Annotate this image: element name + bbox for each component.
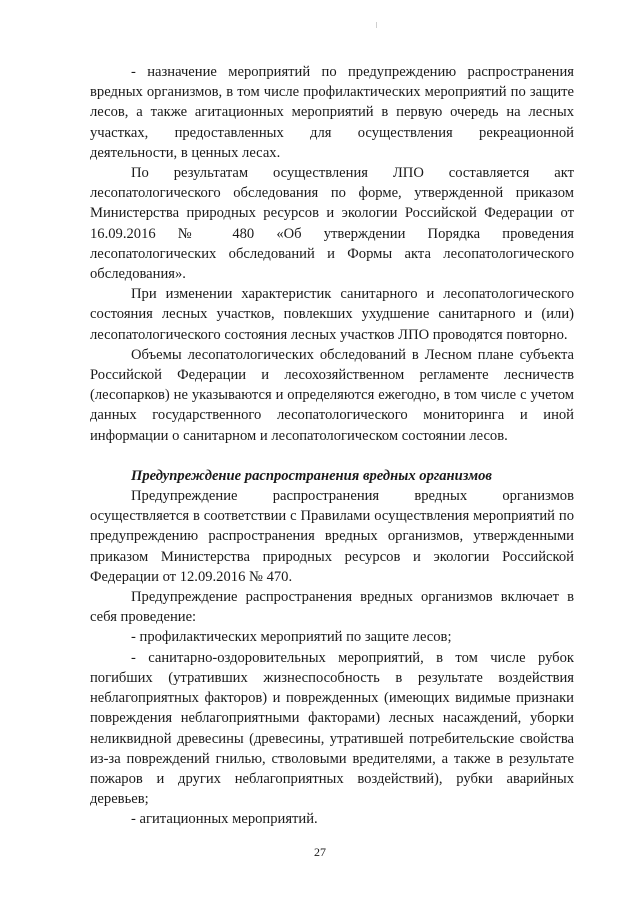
list-item-agitation: - агитационных мероприятий. xyxy=(131,811,318,828)
paragraph-repeat-lpo: При изменении характеристик санитарного и лесопатологического состояния лесных участков, повлекших ухудшение санитарного и (или) лесопатологического состояния лесных участков ЛПО проводятся повторно. xyxy=(90,286,574,343)
paragraph-measures-list-item: - назначение мероприятий по предупреждению распространения вредных организмов, в том числе профилактических мероприятий по защите лесов, а также агитационных мероприятий в первую очередь на лесных участках, предоставленных для осуществления рекреационной деятельности, в ценных лесах. xyxy=(90,64,574,161)
page-number: 27 xyxy=(314,845,326,859)
scan-mark xyxy=(376,22,377,28)
paragraph-lpo-act: По результатам осуществления ЛПО составляется акт лесопатологического обследования по форме, утвержденной приказом Министерства природных ресурсов и экологии Российской Федерации от 16.09.2016 № 480 «Об утверждении Порядка проведения лесопатологических обследований и Формы акта лесопатологического обследования». xyxy=(90,165,574,283)
paragraph-survey-volumes: Объемы лесопатологических обследований в Лесном плане субъекта Российской Федерации и лесохозяйственном регламенте лесничеств (лесопарков) не указываются и определяются ежегодно, в том числе с учетом данных государственного лесопатологического мониторинга и иной информации о санитарном и лесопатологическом состоянии лесов. xyxy=(90,346,574,444)
document-body xyxy=(90,62,574,830)
list-item-preventive: - профилактических мероприятий по защите лесов; xyxy=(131,629,452,646)
paragraph-prevention-rules: Предупреждение распространения вредных организмов осуществляется в соответствии с Правилами осуществления мероприятий по предупреждению распространения вредных организмов, утвержденными приказом Министерства природных ресурсов и экологии Российской Федерации от 12.09.2016 № 470. xyxy=(90,488,574,585)
list-item-sanitary: - санитарно-оздоровительных мероприятий, в том числе рубок погибших (утративших жизнеспособность в результате воздействия неблагоприятных факторов) и поврежденных (имеющих видимые признаки повреждения неблагоприятными факторами) лесных насаждений, уборки неликвидной древесины (древесины, утратившей потребительские свойства из-за повреждений гнилью, стволовыми вредителями, а также в результате пожаров и других неблагоприятных воздействий), рубки аварийных деревьев; xyxy=(90,649,574,808)
paragraph-prevention-includes: Предупреждение распространения вредных организмов включает в себя проведение: xyxy=(90,589,574,626)
section-heading: Предупреждение распространения вредных организмов xyxy=(131,467,492,484)
